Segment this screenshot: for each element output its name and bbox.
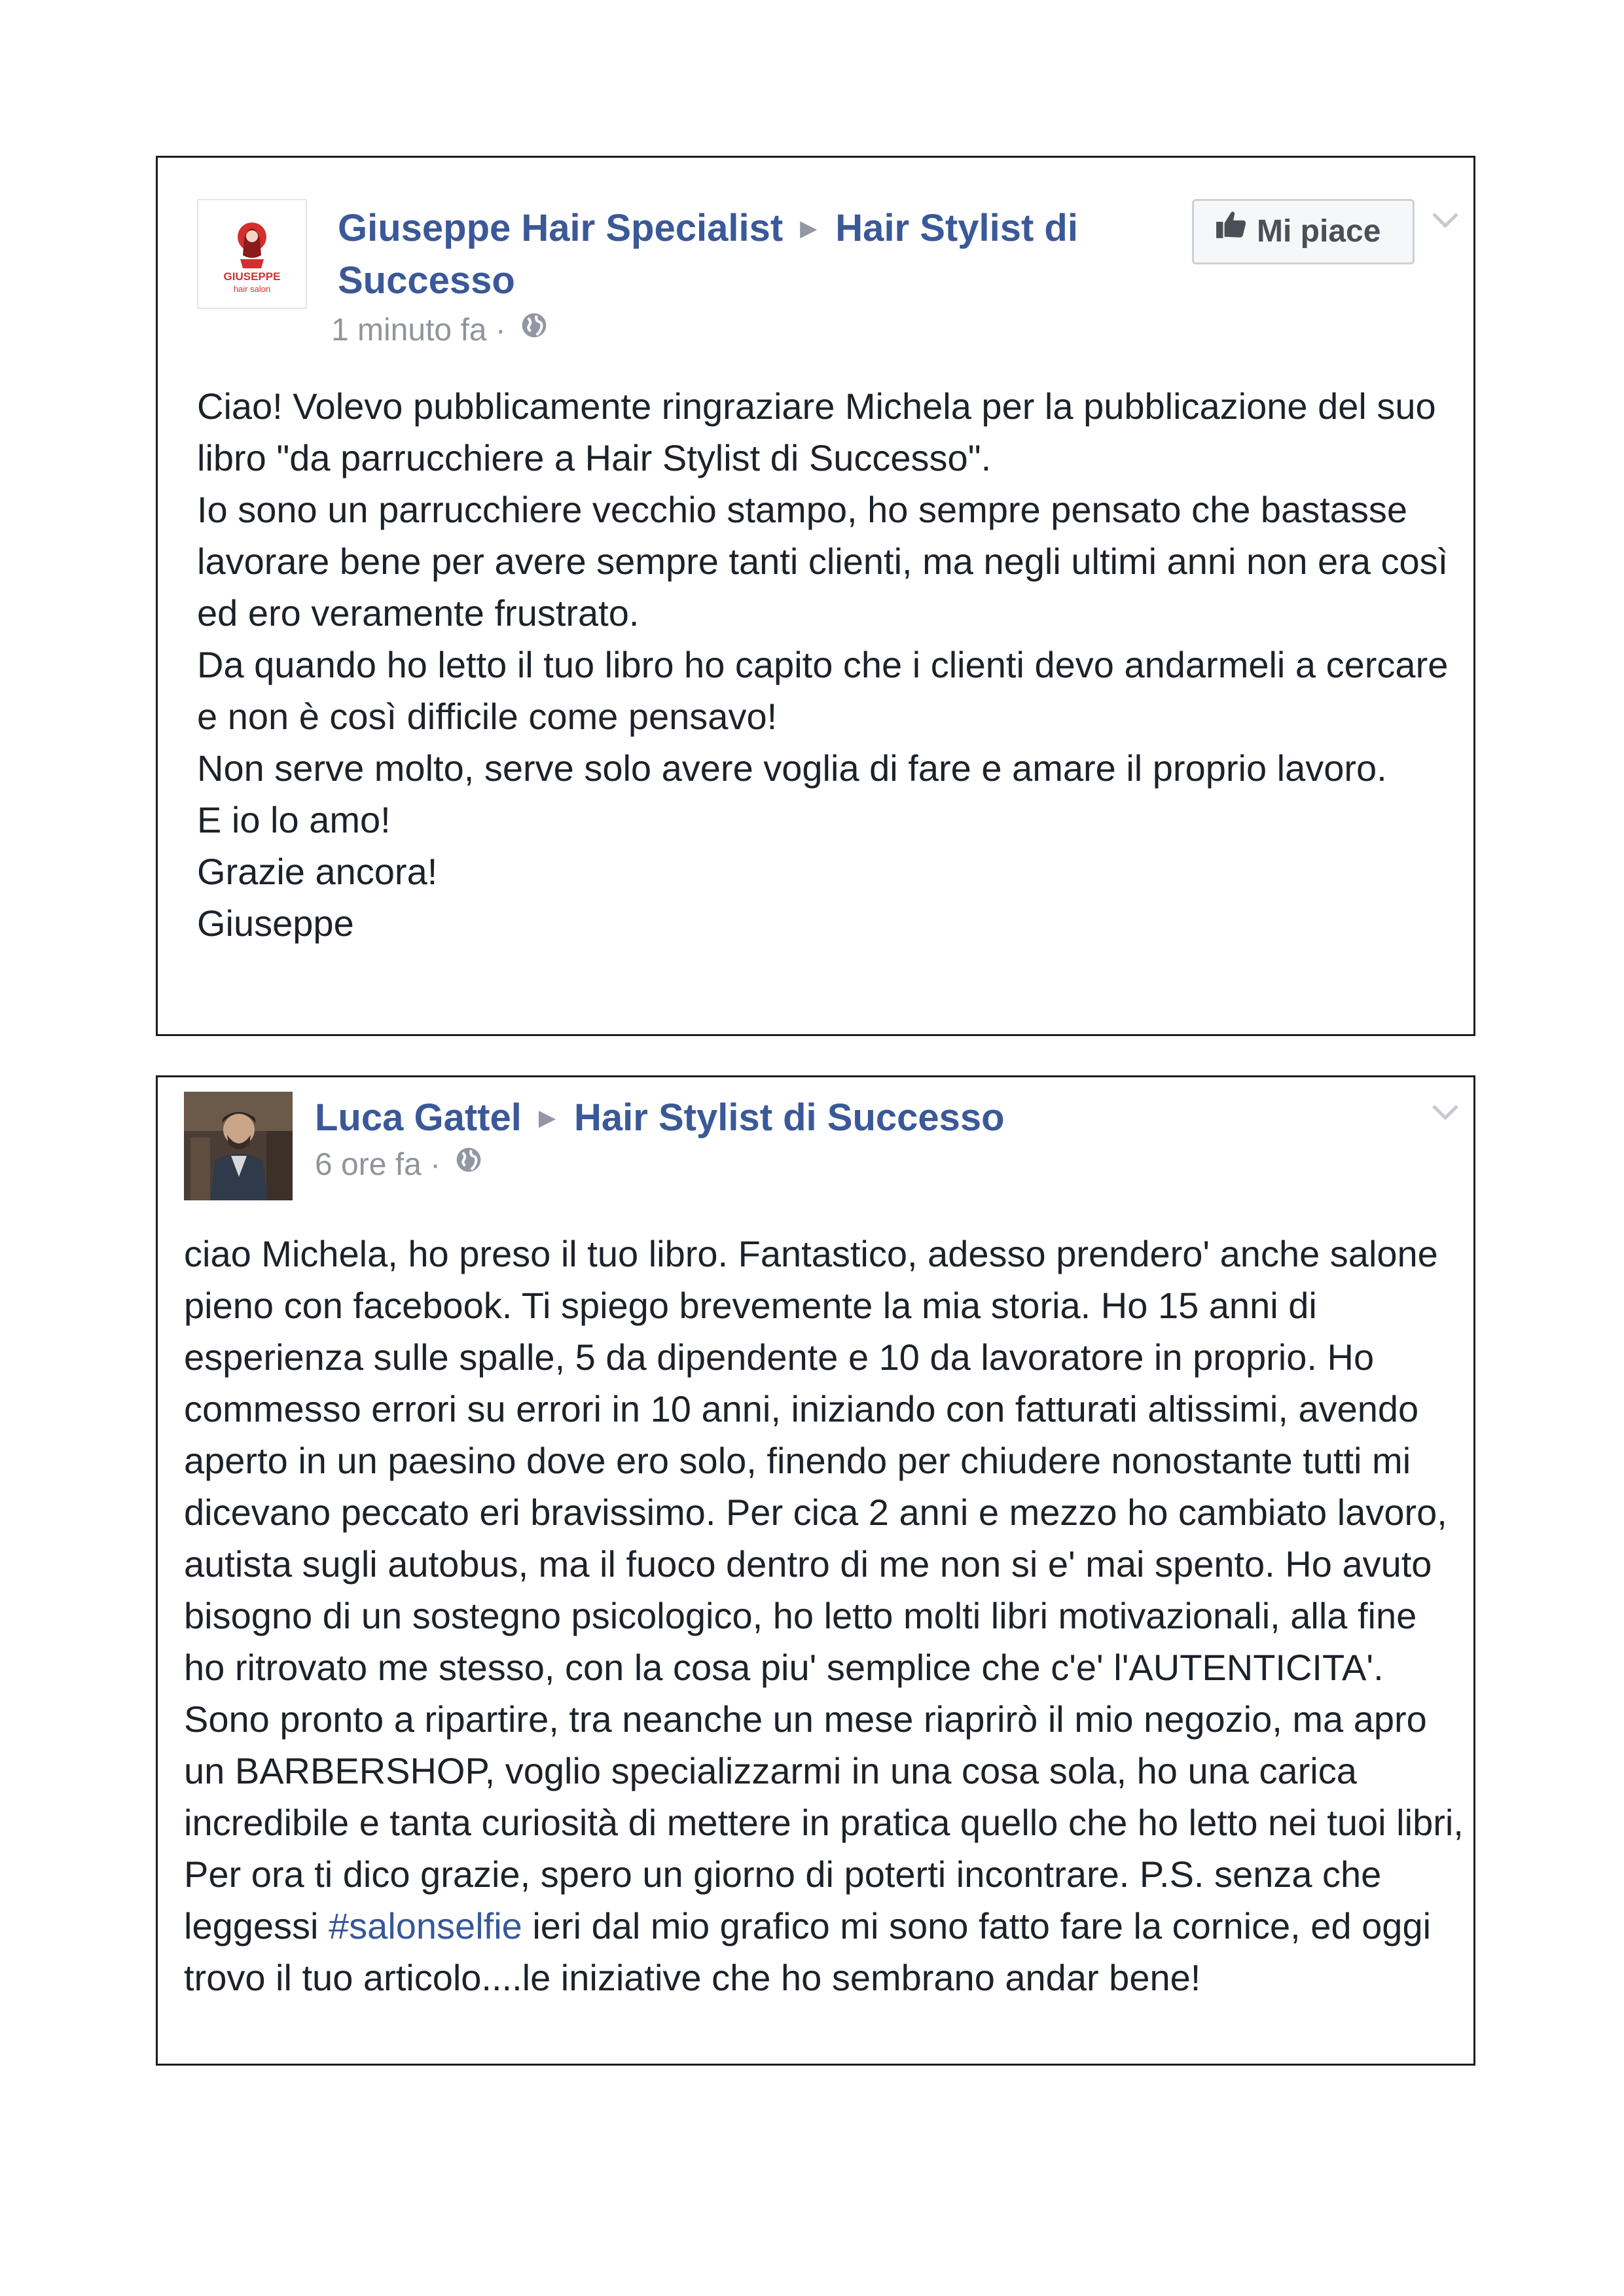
avatar-luca-gattel[interactable] bbox=[184, 1092, 293, 1200]
timestamp-link[interactable]: 6 ore fa bbox=[315, 1147, 422, 1182]
timestamp-link[interactable]: 1 minuto fa bbox=[331, 313, 487, 348]
post-body-text bbox=[184, 1228, 1464, 2003]
triangle-right-icon: ▶ bbox=[538, 1105, 556, 1130]
post-paragraph: Io sono un parrucchiere vecchio stampo, ho sempre pensato che bastasse lavorare bene per avere sempre tanti clienti, ma negli ultimi anni non era così ed ero veramente frustrato. bbox=[197, 489, 1449, 634]
post-paragraph: Da quando ho letto il tuo libro ho capito che i clienti devo andarmeli a cercare e non è così difficile come pensavo! bbox=[197, 644, 1449, 737]
like-button-label: Mi piace bbox=[1257, 214, 1381, 249]
hashtag-link[interactable]: #salonselfie bbox=[329, 1905, 522, 1946]
post-paragraph: Non serve molto, serve solo avere voglia di fare e amare il proprio lavoro. bbox=[197, 747, 1387, 789]
triangle-right-icon: ▶ bbox=[800, 215, 818, 241]
post-text-part: ciao Michela, ho preso il tuo libro. Fantastico, adesso prendero' anche salone pieno con facebook. Ti spiego brevemente la mia storia. Ho 15 anni di esperienza sulle spalle, 5 da dipendente e 10 da lavoratore in proprio. Ho commesso errori su errori in 10 anni, iniziando con fatturati altissimi, avendo aperto in un paesino dove ero solo, finendo per chiudere nonostante tutti mi dicevano peccato eri bravissimo. Per cica 2 anni e mezzo ho cambiato lavoro, autista sugli autobus, ma il fuoco dentro di me non si e' mai spento. Ho avuto bisogno di un sostegno psicologico, ho letto molti libri motivazionali, alla fine ho ritrovato me stesso, con la cosa piu' semplice che c'e' l'AUTENTICITA'. Sono pronto a ripartire, tra neanche un mese riaprirò il mio negozio, ma apro un BARBERSHOP, voglio specializzarmi in una cosa sola, ho una carica incredibile e tanta curiosità di mettere in pratica quello che ho letto nei tuoi libri, Per ora ti dico grazie, spero un giorno di poterti incontrare. P.S. senza che leggessi bbox=[184, 1233, 1464, 1946]
author-name-link[interactable]: Giuseppe Hair Specialist bbox=[338, 207, 784, 249]
post-paragraph: Giuseppe bbox=[197, 903, 354, 944]
giuseppe-logo-icon bbox=[198, 200, 306, 308]
post-paragraph: Grazie ancora! bbox=[197, 851, 438, 892]
like-page-button[interactable] bbox=[1192, 199, 1415, 264]
target-group-link-line2[interactable]: Successo bbox=[338, 259, 515, 302]
post-header bbox=[338, 202, 1078, 257]
post-paragraph: Ciao! Volevo pubblicamente ringraziare Michela per la pubblicazione del suo libro "da parrucchiere a Hair Stylist di Successo". bbox=[197, 386, 1436, 478]
author-name-link[interactable]: Luca Gattel bbox=[315, 1096, 522, 1139]
logo-sub-text: hair salon bbox=[233, 284, 271, 294]
post-meta: 1 minuto fa · bbox=[331, 311, 549, 351]
post-text-part: ieri dal mio grafico mi sono fatto fare la cornice, ed oggi trovo il tuo articolo....le iniziative che ho sembrano andar bene! bbox=[184, 1905, 1432, 1998]
target-group-link-line1[interactable]: Hair Stylist di bbox=[835, 207, 1078, 249]
post-header bbox=[315, 1092, 1005, 1147]
thumbs-up-icon bbox=[1215, 199, 1248, 260]
globe-icon[interactable] bbox=[454, 1145, 483, 1184]
profile-photo-image bbox=[184, 1092, 293, 1200]
post-meta: 6 ore fa · bbox=[315, 1145, 483, 1186]
post-paragraph bbox=[184, 1228, 1464, 2003]
chevron-down-icon[interactable] bbox=[1430, 1102, 1460, 1122]
target-group-link[interactable]: Hair Stylist di Successo bbox=[574, 1096, 1005, 1139]
post-card-giuseppe bbox=[156, 156, 1475, 1036]
globe-icon[interactable] bbox=[520, 310, 549, 350]
post-body-text bbox=[197, 380, 1460, 949]
logo-brand-text: GIUSEPPE bbox=[223, 270, 281, 283]
post-card-luca bbox=[156, 1075, 1475, 2066]
avatar-giuseppe-hair-salon[interactable] bbox=[197, 199, 307, 309]
chevron-down-icon[interactable] bbox=[1430, 210, 1460, 230]
post-paragraph: E io lo amo! bbox=[197, 799, 391, 840]
